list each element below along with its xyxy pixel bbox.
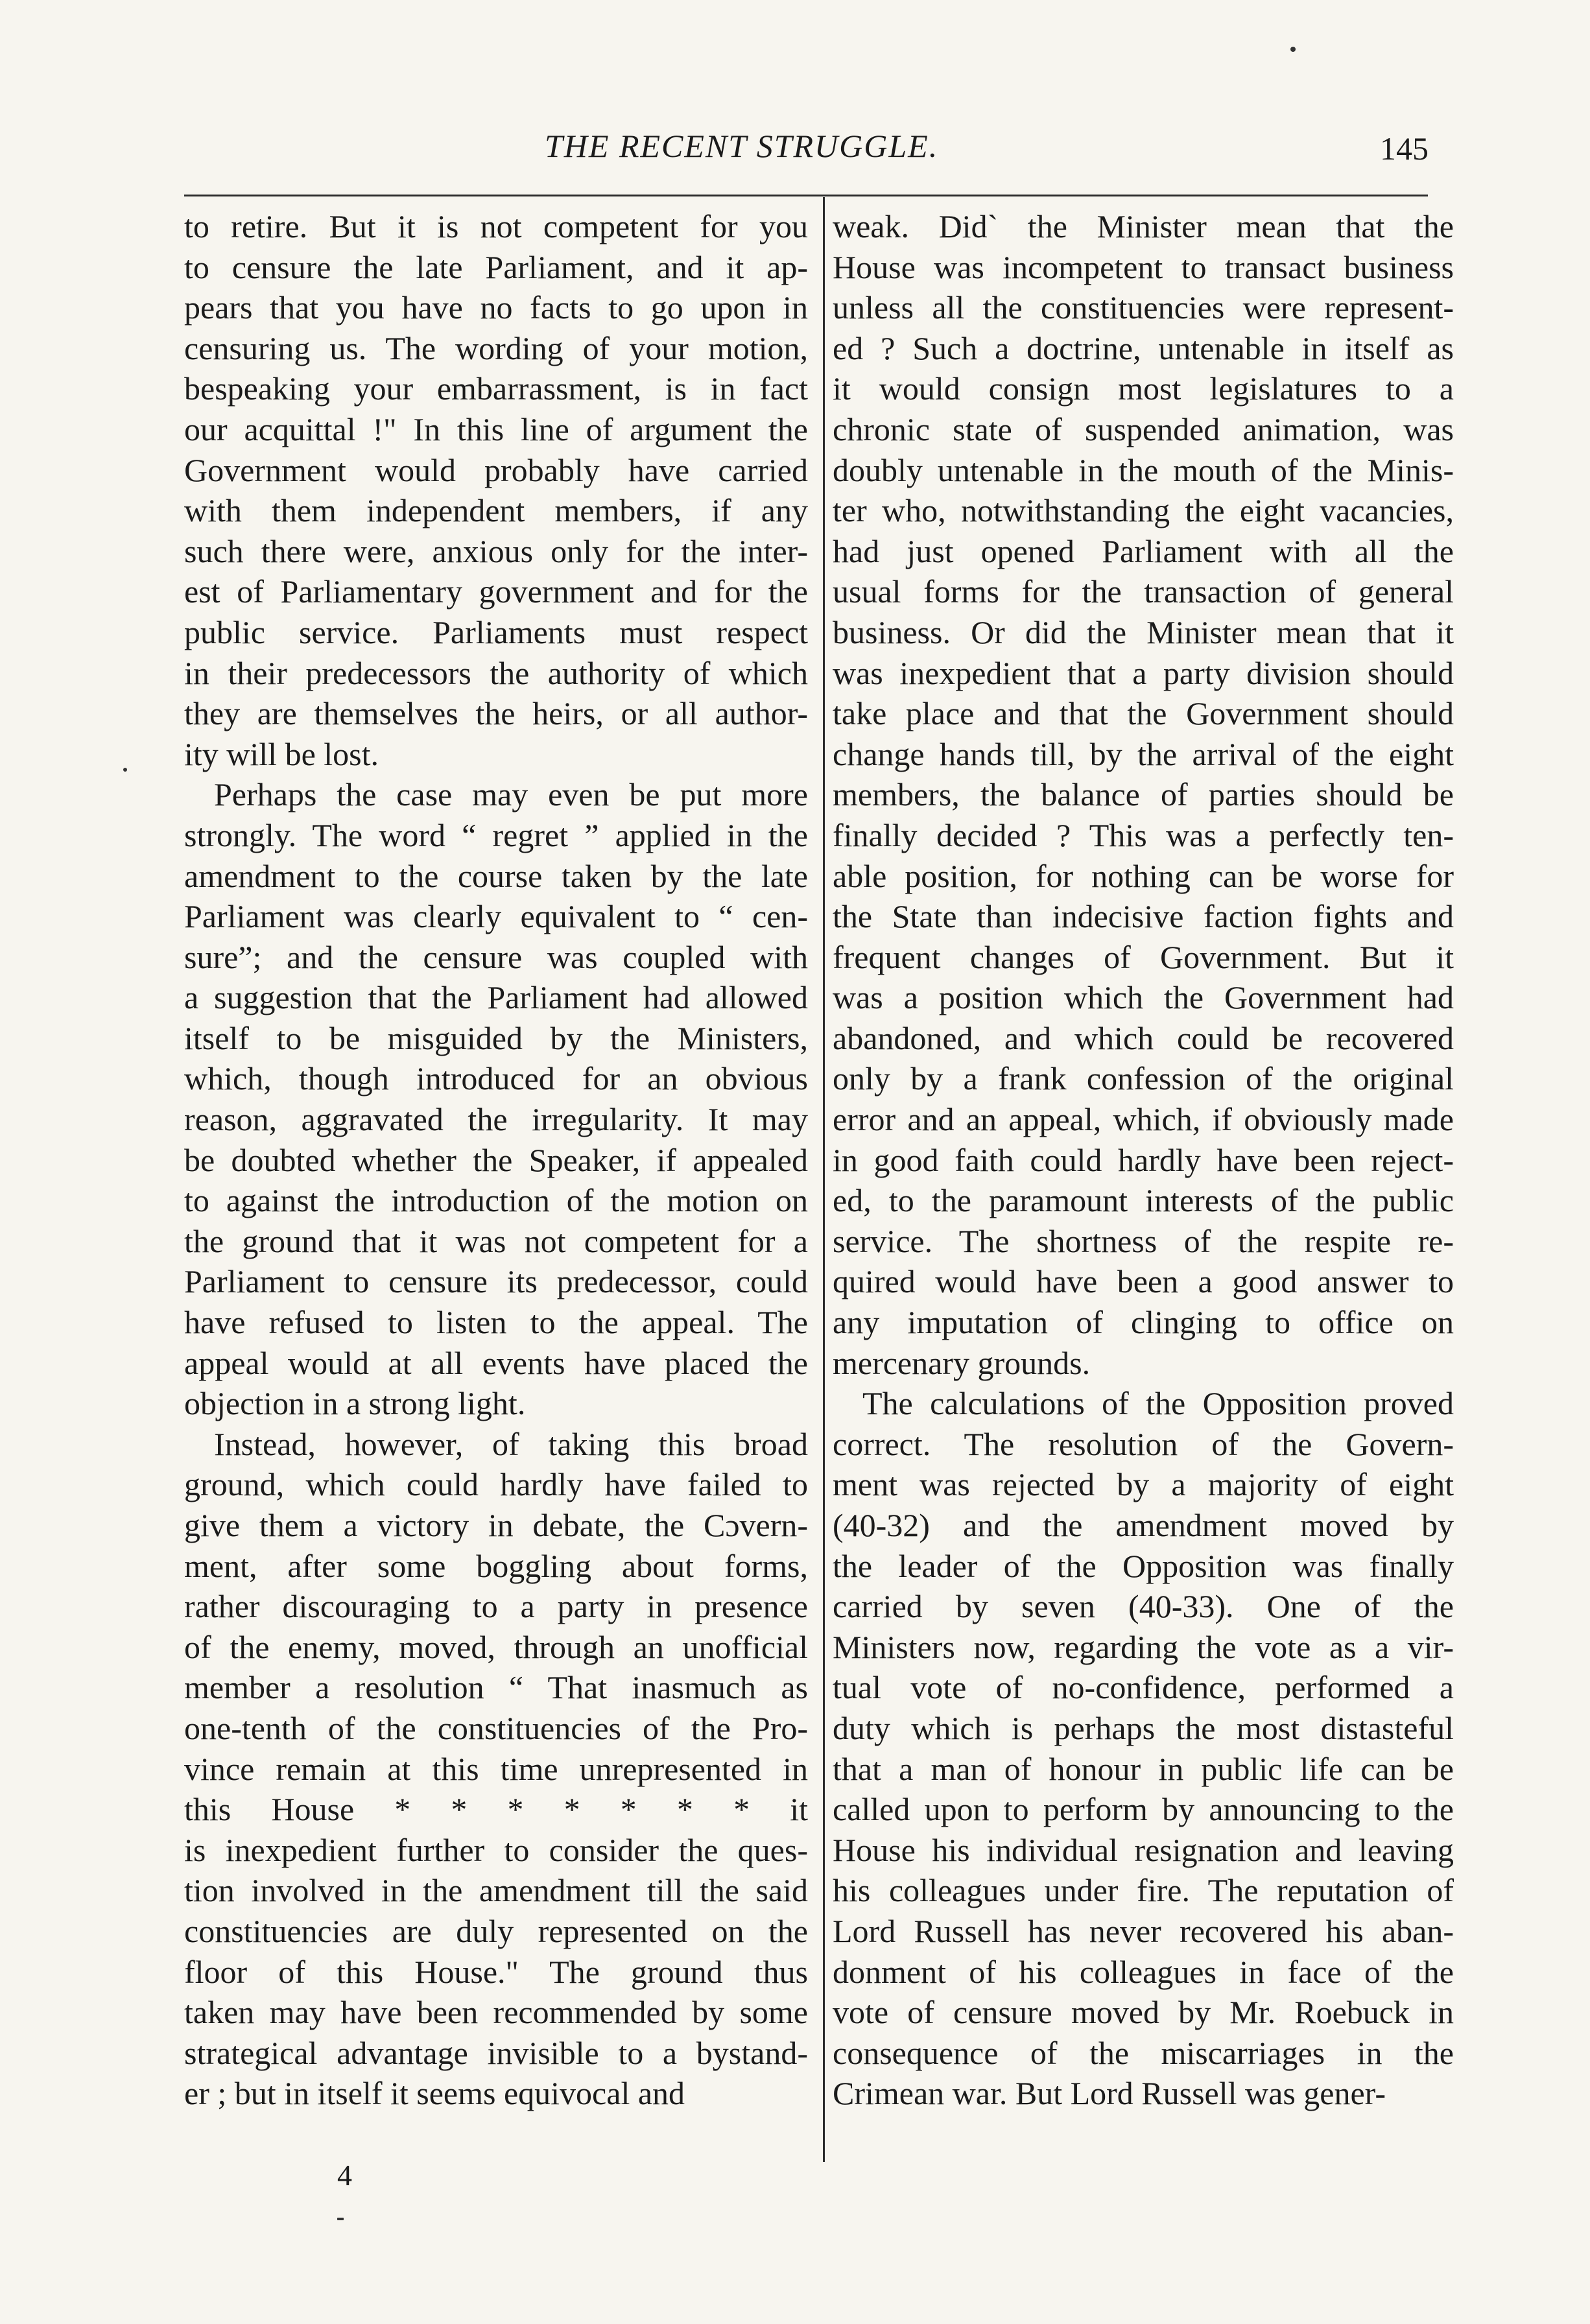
text-line: er ; but in itself it seems equivocal and [184, 2075, 685, 2112]
text-line: give them a victory in debate, the Cɔvern- [184, 1507, 808, 1543]
text-line: member a resolution “ That inasmuch as [184, 1669, 808, 1706]
left-column [184, 206, 808, 2114]
text-line: Parliament to censure its predecessor, could [184, 1263, 808, 1300]
ink-speck [337, 2218, 344, 2220]
text-line: correct. The resolution of the Govern- [833, 1425, 1454, 1462]
text-line: Ministers now, regarding the vote as a vir- [833, 1628, 1454, 1665]
text-line: that a man of honour in public life can be [833, 1750, 1454, 1787]
text-line: the State than indecisive faction fights and [833, 898, 1454, 935]
text-line: reason, aggravated the irregularity. It may [184, 1101, 808, 1138]
text-line: Crimean war. But Lord Russell was gener- [833, 2075, 1386, 2112]
text-line: ter who, notwithstanding the eight vacancies, [833, 492, 1454, 529]
text-line: strategical advantage invisible to a bystand- [184, 2034, 808, 2071]
text-line: ment was rejected by a majority of eight [833, 1466, 1454, 1503]
text-line: able position, for nothing can be worse for [833, 857, 1454, 894]
text-line: ity will be lost. [184, 735, 379, 772]
text-line: objection in a strong light. [184, 1385, 526, 1422]
text-line: only by a frank confession of the original [833, 1060, 1454, 1097]
header-rule [184, 195, 1428, 196]
text-line: take place and that the Government should [833, 695, 1454, 732]
text-line: which, though introduced for an obvious [184, 1060, 808, 1097]
text-line: our acquittal !" In this line of argument the [184, 410, 808, 447]
text-line: any imputation of clinging to office on [833, 1304, 1454, 1341]
text-line: be doubted whether the Speaker, if appealed [184, 1141, 808, 1178]
text-line: Government would probably have carried [184, 451, 808, 488]
text-line: tual vote of no-confidence, performed a [833, 1669, 1454, 1706]
text-line: have refused to listen to the appeal. The [184, 1304, 808, 1341]
text-line: they are themselves the heirs, or all author- [184, 695, 808, 732]
text-line: The calculations of the Opposition proved [862, 1385, 1454, 1422]
text-line: appeal would at all events have placed the [184, 1344, 808, 1381]
text-line: error and an appeal, which, if obviously made [833, 1101, 1454, 1138]
text-line: to against the introduction of the motion on [184, 1182, 808, 1219]
text-line: duty which is perhaps the most distasteful [833, 1709, 1454, 1746]
text-line: amendment to the course taken by the late [184, 857, 808, 894]
text-line: this House * * * * * * * it [184, 1791, 808, 1828]
text-line: donment of his colleagues in face of the [833, 1953, 1454, 1990]
text-line: doubly untenable in the mouth of the Minis- [833, 451, 1454, 488]
text-line: the ground that it was not competent for a [184, 1222, 808, 1259]
text-line: constituencies are duly represented on the [184, 1912, 808, 1949]
text-line: in their predecessors the authority of which [184, 654, 808, 691]
text-line: chronic state of suspended animation, was [833, 410, 1454, 447]
text-line: censuring us. The wording of your motion, [184, 329, 808, 366]
text-line: unless all the constituencies were represent- [833, 289, 1454, 326]
text-line: itself to be misguided by the Ministers, [184, 1019, 808, 1056]
text-line: Parliament was clearly equivalent to “ cen- [184, 898, 808, 935]
text-line: carried by seven (40-33). One of the [833, 1588, 1454, 1625]
text-line: with them independent members, if any [184, 492, 808, 529]
text-line: the leader of the Opposition was finally [833, 1547, 1454, 1584]
ink-speck [123, 768, 127, 772]
text-line: one-tenth of the constituencies of the Pro- [184, 1709, 808, 1746]
text-line: ed, to the paramount interests of the public [833, 1182, 1454, 1219]
page-number: 145 [1380, 130, 1429, 167]
text-line: it would consign most legislatures to a [833, 370, 1454, 407]
text-line: of the enemy, moved, through an unofficial [184, 1628, 808, 1665]
text-line: vote of censure moved by Mr. Roebuck in [833, 1994, 1454, 2031]
text-line: rather discouraging to a party in presence [184, 1588, 808, 1625]
ink-speck [1290, 47, 1296, 52]
text-line: pears that you have no facts to go upon in [184, 289, 808, 326]
text-line: ed ? Such a doctrine, untenable in itself as [833, 329, 1454, 366]
text-line: quired would have been a good answer to [833, 1263, 1454, 1300]
text-line: abandoned, and which could be recovered [833, 1019, 1454, 1056]
text-line: Lord Russell has never recovered his aban- [833, 1912, 1454, 1949]
text-line: Instead, however, of taking this broad [214, 1425, 808, 1462]
text-line: business. Or did the Minister mean that it [833, 613, 1454, 650]
text-line: such there were, anxious only for the inter- [184, 532, 808, 569]
text-line: weak. Did` the Minister mean that the [833, 208, 1454, 244]
column-divider [823, 197, 825, 2162]
right-column [833, 206, 1454, 2114]
text-line: consequence of the miscarriages in the [833, 2034, 1454, 2071]
text-line: est of Parliamentary government and for the [184, 573, 808, 610]
text-line: a suggestion that the Parliament had allowed [184, 979, 808, 1016]
signature-mark: 4 [337, 2159, 352, 2192]
text-line: to retire. But it is not competent for you [184, 208, 808, 244]
text-line: bespeaking your embarrassment, is in fact [184, 370, 808, 407]
text-line: is inexpedient further to consider the ques- [184, 1831, 808, 1868]
text-line: usual forms for the transaction of general [833, 573, 1454, 610]
text-line: members, the balance of parties should be [833, 776, 1454, 813]
text-line: service. The shortness of the respite re- [833, 1222, 1454, 1259]
text-line: House was incompetent to transact business [833, 248, 1454, 285]
text-line: (40-32) and the amendment moved by [833, 1507, 1454, 1543]
text-line: floor of this House." The ground thus [184, 1953, 808, 1990]
text-line: Perhaps the case may even be put more [214, 776, 808, 813]
text-line: mercenary grounds. [833, 1344, 1091, 1381]
text-line: sure”; and the censure was coupled with [184, 938, 808, 975]
text-line: finally decided ? This was a perfectly ten- [833, 816, 1454, 853]
text-line: ground, which could hardly have failed to [184, 1466, 808, 1503]
text-line: in good faith could hardly have been reject- [833, 1141, 1454, 1178]
text-line: House his individual resignation and leaving [833, 1831, 1454, 1868]
text-line: change hands till, by the arrival of the eight [833, 735, 1454, 772]
text-line: taken may have been recommended by some [184, 1994, 808, 2031]
text-line: frequent changes of Government. But it [833, 938, 1454, 975]
text-line: was inexpedient that a party division should [833, 654, 1454, 691]
text-line: his colleagues under fire. The reputation of [833, 1872, 1454, 1909]
text-line: vince remain at this time unrepresented in [184, 1750, 808, 1787]
text-line: public service. Parliaments must respect [184, 613, 808, 650]
text-line: to censure the late Parliament, and it ap- [184, 248, 808, 285]
text-line: strongly. The word “ regret ” applied in the [184, 816, 808, 853]
text-line: was a position which the Government had [833, 979, 1454, 1016]
running-title: THE RECENT STRUGGLE. [545, 128, 939, 164]
text-line: called upon to perform by announcing to the [833, 1791, 1454, 1828]
text-line: had just opened Parliament with all the [833, 532, 1454, 569]
text-line: tion involved in the amendment till the said [184, 1872, 808, 1909]
text-line: ment, after some boggling about forms, [184, 1547, 808, 1584]
